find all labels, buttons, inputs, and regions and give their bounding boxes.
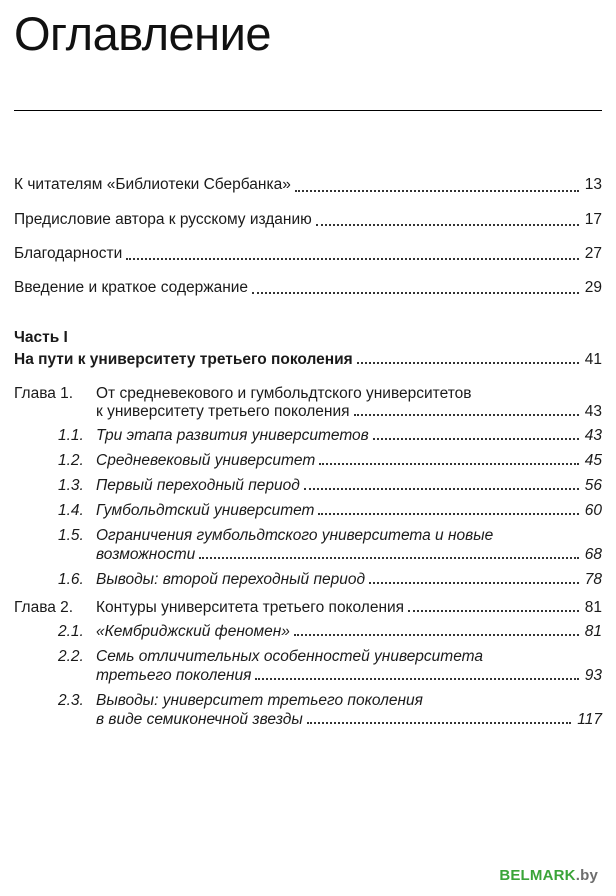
dot-leader <box>126 257 579 260</box>
toc-entry-label: Предисловие автора к русскому изданию <box>14 210 312 228</box>
part-block <box>14 329 602 369</box>
chapter-entry[interactable] <box>14 599 602 617</box>
section-page: 43 <box>584 427 602 445</box>
watermark <box>499 867 598 884</box>
section-number: 1.2. <box>58 452 84 470</box>
section-title: «Кембриджский феномен» <box>96 623 290 641</box>
section-entry[interactable] <box>14 692 602 729</box>
part-title: На пути к университету третьего поколения <box>14 351 353 369</box>
section-title-cont: третьего поколения <box>96 667 252 685</box>
chapter-title-line2: к университету третьего поколения <box>96 403 350 421</box>
section-number: 2.2. <box>58 648 84 666</box>
dot-leader <box>255 677 578 680</box>
dot-leader <box>369 581 579 584</box>
chapter-title-line1: От средневекового и гумбольдтского университетов <box>96 385 472 403</box>
toc-entry[interactable] <box>14 242 602 265</box>
toc-entry-page: 17 <box>584 210 602 228</box>
section-list <box>14 623 602 729</box>
section-page: 117 <box>577 711 602 729</box>
section-page: 81 <box>584 623 602 641</box>
section-number: 1.1. <box>58 427 84 445</box>
dot-leader <box>373 437 579 440</box>
section-entry[interactable] <box>14 427 602 445</box>
section-entry[interactable] <box>14 571 602 589</box>
chapter-number: Глава 1. <box>14 385 74 403</box>
dot-leader <box>318 512 578 515</box>
dot-leader <box>354 413 579 416</box>
chapter-entry[interactable] <box>14 385 602 421</box>
section-page: 78 <box>584 571 602 589</box>
toc-entry-page: 29 <box>584 279 602 297</box>
section-number: 1.3. <box>58 477 84 495</box>
section-title: Три этапа развития университетов <box>96 427 369 445</box>
section-title: Выводы: университет третьего поколения <box>96 692 423 710</box>
part-title-entry[interactable] <box>14 351 602 369</box>
chapter-block <box>14 599 602 729</box>
section-title: Семь отличительных особенностей университета <box>96 648 484 666</box>
section-entry[interactable] <box>14 623 602 641</box>
dot-leader <box>357 361 579 364</box>
dot-leader <box>304 487 579 490</box>
dot-leader <box>252 291 579 294</box>
section-title: Первый переходный период <box>96 477 300 495</box>
section-title: Ограничения гумбольдтского университета и новые <box>96 527 494 545</box>
dot-leader <box>199 556 579 559</box>
table-of-contents <box>14 173 602 729</box>
dot-leader <box>408 609 579 612</box>
watermark-brand: BELMARK <box>499 867 576 884</box>
section-list <box>14 427 602 589</box>
watermark-domain: .by <box>575 867 598 884</box>
section-entry[interactable] <box>14 527 602 564</box>
section-title-cont: в виде семиконечной звезды <box>96 711 303 729</box>
dot-leader <box>294 633 579 636</box>
dot-leader <box>295 189 579 192</box>
chapter-number: Глава 2. <box>14 599 74 617</box>
section-number: 1.4. <box>58 502 84 520</box>
dot-leader <box>316 223 579 226</box>
chapter-title-line1: Контуры университета третьего поколения <box>96 599 405 617</box>
section-page: 60 <box>584 502 602 520</box>
toc-entry-label: Введение и краткое содержание <box>14 279 249 297</box>
section-number: 2.1. <box>58 623 84 641</box>
dot-leader <box>307 721 572 724</box>
toc-entry-label: Благодарности <box>14 244 123 262</box>
section-entry[interactable] <box>14 477 602 495</box>
toc-entry-label: К читателям «Библиотеки Сбербанка» <box>14 176 291 194</box>
section-title: Гумбольдтский университет <box>96 502 315 520</box>
part-page: 41 <box>584 351 602 369</box>
section-entry[interactable] <box>14 648 602 685</box>
section-title-cont: возможности <box>96 546 196 564</box>
toc-entry[interactable] <box>14 173 602 196</box>
section-entry[interactable] <box>14 502 602 520</box>
chapter-block <box>14 385 602 589</box>
part-number: Часть I <box>14 329 68 347</box>
section-page: 93 <box>584 667 602 685</box>
dot-leader <box>319 462 579 465</box>
section-number: 1.6. <box>58 571 84 589</box>
toc-entry-page: 27 <box>584 244 602 262</box>
section-page: 56 <box>584 477 602 495</box>
section-title: Средневековый университет <box>96 452 316 470</box>
toc-entry-page: 13 <box>584 176 602 194</box>
section-page: 68 <box>584 546 602 564</box>
section-number: 2.3. <box>58 692 84 710</box>
chapter-page: 81 <box>584 599 602 617</box>
title-divider <box>14 110 602 111</box>
section-title: Выводы: второй переходный период <box>96 571 366 589</box>
toc-entry[interactable] <box>14 208 602 231</box>
section-number: 1.5. <box>58 527 84 545</box>
toc-entry[interactable] <box>14 276 602 299</box>
section-entry[interactable] <box>14 452 602 470</box>
section-page: 45 <box>584 452 602 470</box>
chapter-page: 43 <box>584 403 602 421</box>
page-title: Оглавление <box>14 7 272 60</box>
